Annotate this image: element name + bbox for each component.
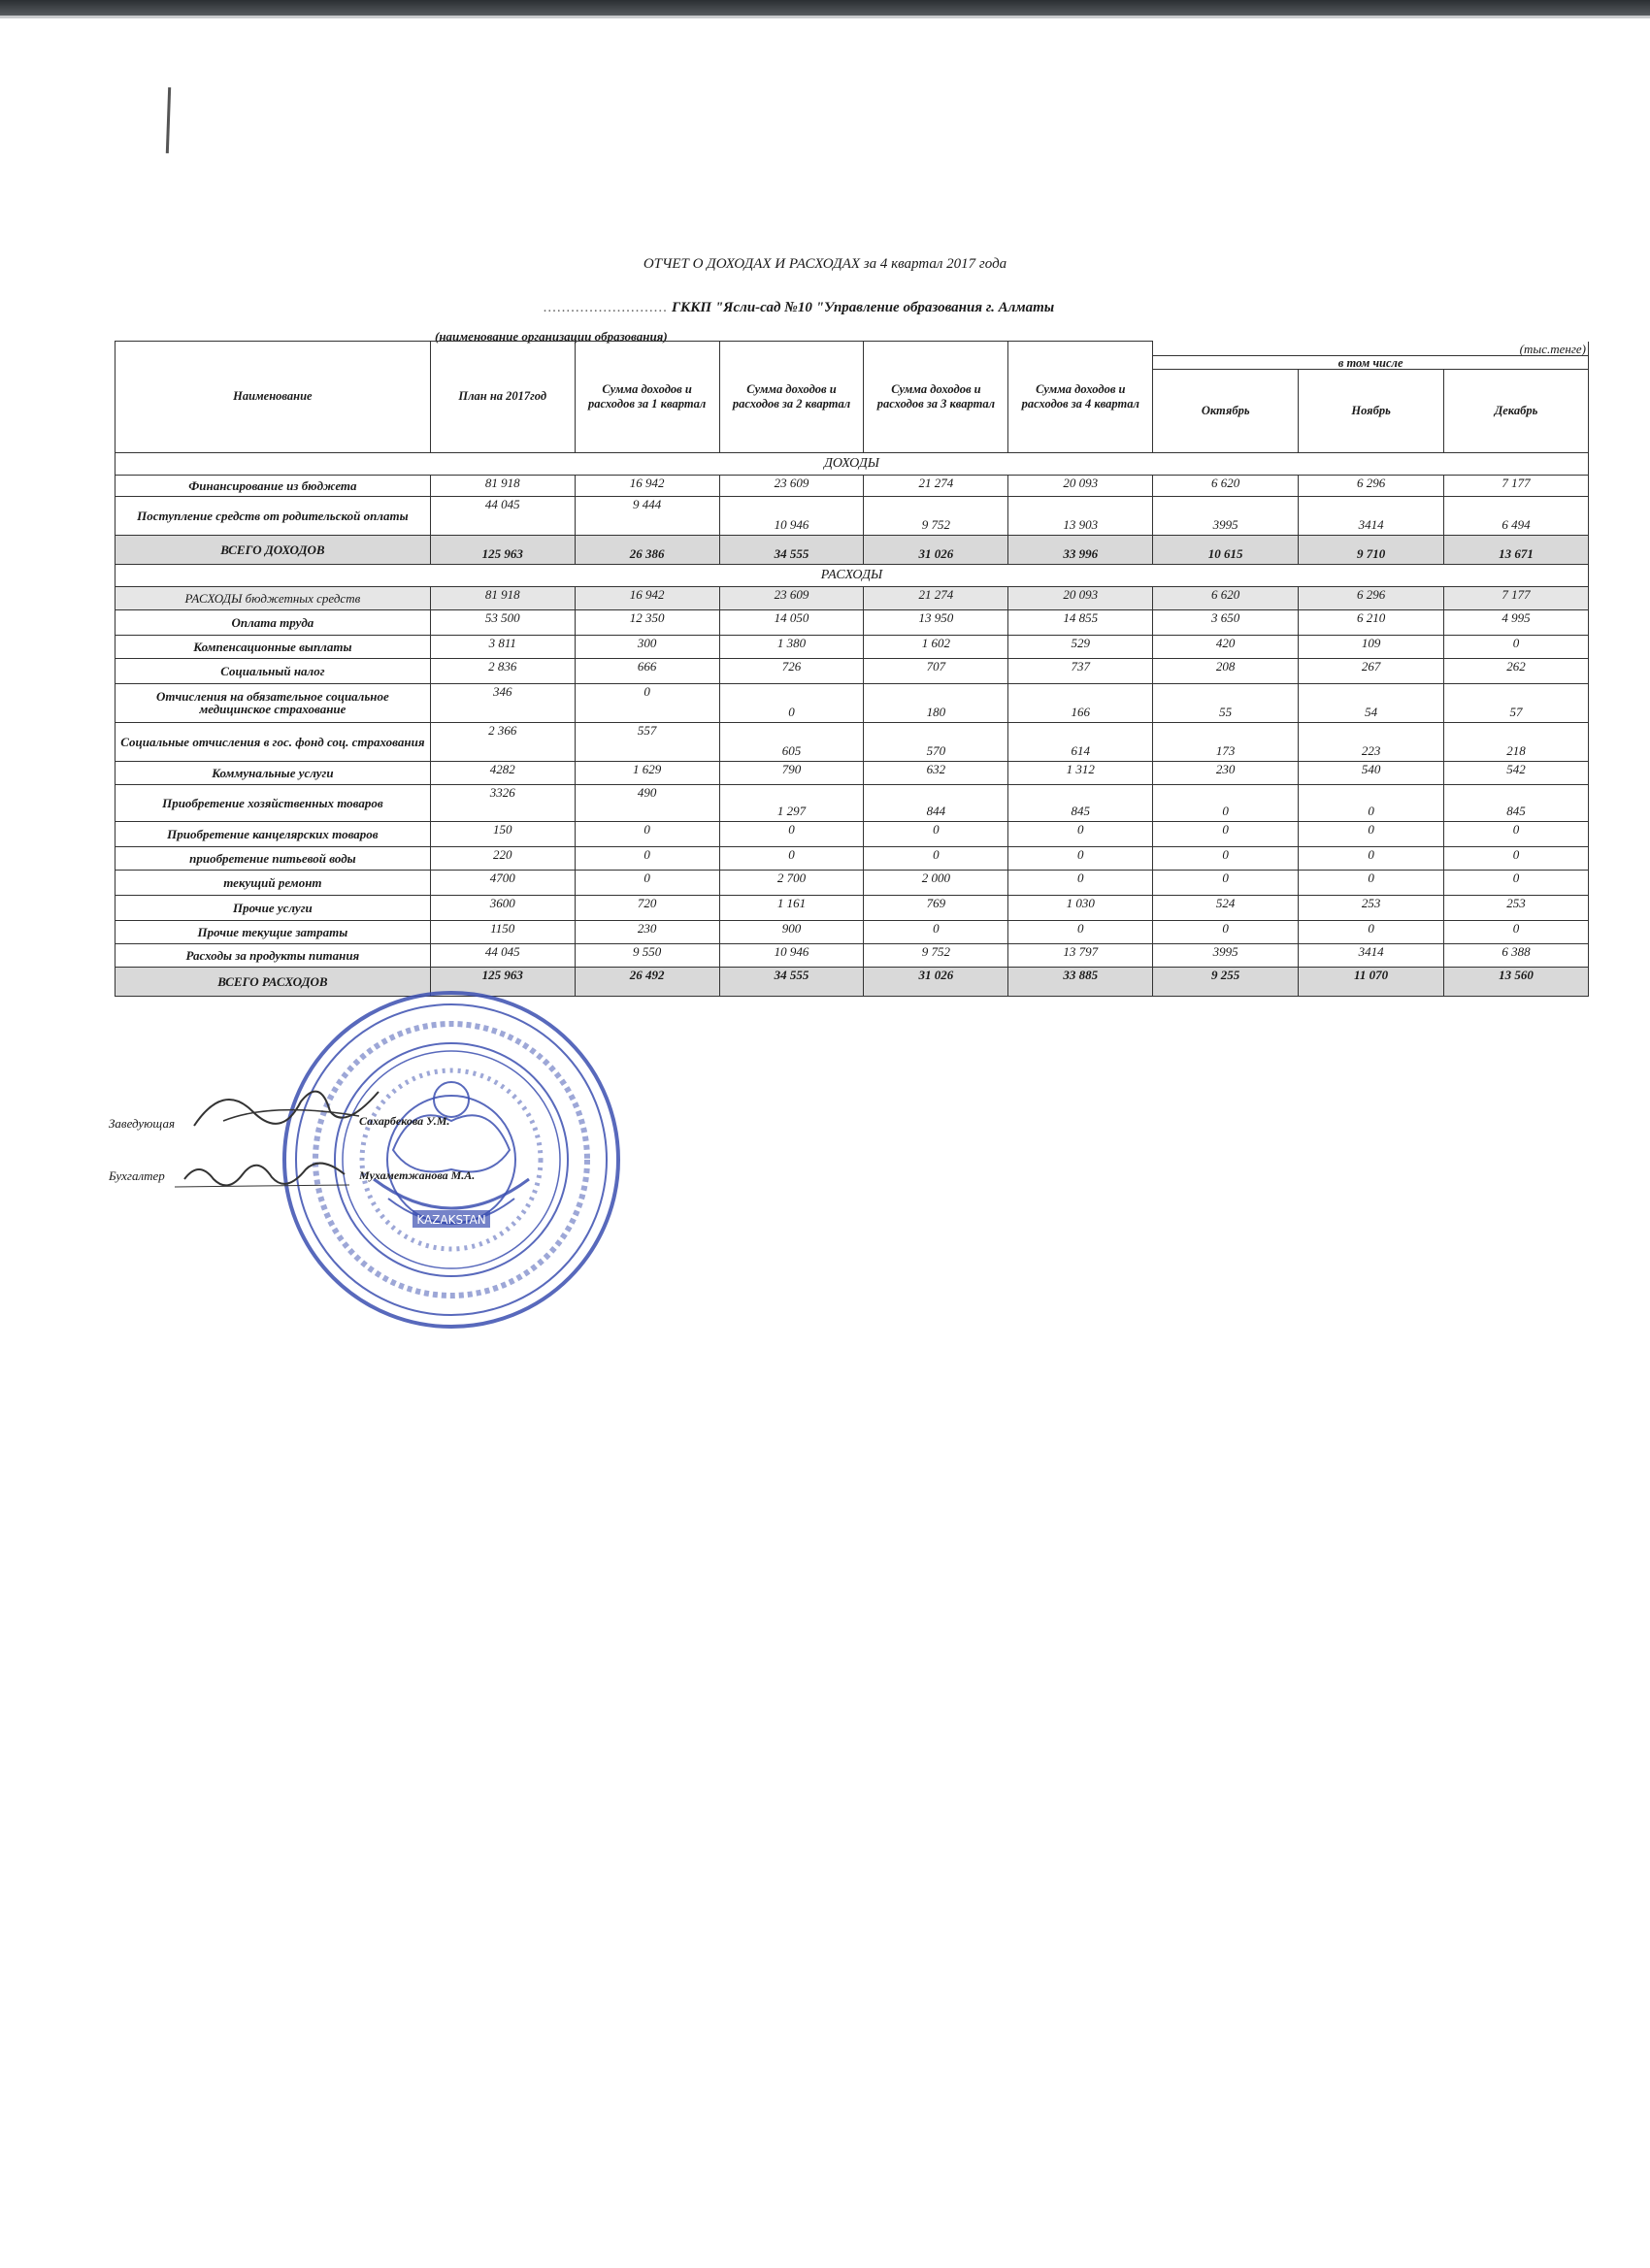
cell-value: 9 752: [864, 496, 1008, 535]
cell-value: 0: [1444, 821, 1589, 846]
cell-value: 1 161: [719, 895, 864, 920]
cell-value: 6 620: [1153, 586, 1299, 609]
cell-value: 26 386: [575, 535, 719, 564]
cell-value: 53 500: [430, 609, 575, 635]
cell-value: 55: [1153, 683, 1299, 722]
cell-value: 0: [1153, 784, 1299, 821]
cell-value: 540: [1299, 761, 1444, 784]
cell-value: 208: [1153, 658, 1299, 683]
row-label: Отчисления на обязательное социальное медицинское страхование: [116, 683, 431, 722]
cell-value: 262: [1444, 658, 1589, 683]
cell-value: 81 918: [430, 586, 575, 609]
cell-value: 267: [1299, 658, 1444, 683]
cell-value: 0: [1299, 784, 1444, 821]
accountant-signature-handwriting-icon: [175, 1150, 359, 1199]
header-name: Наименование: [116, 342, 431, 453]
cell-value: 23 609: [719, 475, 864, 496]
table-row: [116, 920, 1589, 943]
cell-value: 0: [1444, 870, 1589, 895]
cell-value: 0: [575, 846, 719, 870]
header-october: Октябрь: [1153, 369, 1299, 452]
row-label: Компенсационные выплаты: [116, 635, 431, 658]
cell-value: 557: [575, 722, 719, 761]
organization-line: [544, 300, 1054, 316]
cell-value: 13 950: [864, 609, 1008, 635]
head-signature-handwriting-icon: [184, 1072, 398, 1140]
units-label: (тыс.тенге): [1519, 341, 1586, 356]
cell-value: 2 700: [719, 870, 864, 895]
cell-value: 614: [1008, 722, 1153, 761]
cell-value: 0: [864, 821, 1008, 846]
table-row: [116, 609, 1589, 635]
cell-value: 0: [1153, 821, 1299, 846]
row-label: Коммунальные услуги: [116, 761, 431, 784]
cell-value: 3995: [1153, 943, 1299, 967]
scan-border-shadow: [0, 16, 1650, 18]
cell-value: 3414: [1299, 496, 1444, 535]
row-label: Социальный налог: [116, 658, 431, 683]
cell-value: 13 797: [1008, 943, 1153, 967]
report-table: [115, 341, 1589, 997]
cell-value: 490: [575, 784, 719, 821]
cell-value: 230: [1153, 761, 1299, 784]
row-label: Оплата труда: [116, 609, 431, 635]
row-label: РАСХОДЫ бюджетных средств: [116, 586, 431, 609]
section-income-title: ДОХОДЫ: [116, 452, 1589, 475]
cell-value: 0: [1008, 920, 1153, 943]
cell-value: 2 836: [430, 658, 575, 683]
cell-value: 6 210: [1299, 609, 1444, 635]
cell-value: 44 045: [430, 496, 575, 535]
cell-value: 1 297: [719, 784, 864, 821]
table-row: [116, 784, 1589, 821]
row-label: ВСЕГО ДОХОДОВ: [116, 535, 431, 564]
head-signature-label: Заведующая: [109, 1116, 176, 1131]
cell-value: 253: [1299, 895, 1444, 920]
cell-value: 220: [430, 846, 575, 870]
cell-value: 605: [719, 722, 864, 761]
row-label: Приобретение канцелярских товаров: [116, 821, 431, 846]
cell-value: 21 274: [864, 475, 1008, 496]
head-signature-name: Сахарбекова У.М.: [359, 1114, 450, 1128]
cell-value: 81 918: [430, 475, 575, 496]
cell-value: 845: [1008, 784, 1153, 821]
section-expense-title: РАСХОДЫ: [116, 564, 1589, 586]
cell-value: 21 274: [864, 586, 1008, 609]
header-q4: Сумма доходов и расходов за 4 квартал: [1008, 342, 1153, 453]
row-label: Расходы за продукты питания: [116, 943, 431, 967]
cell-value: 31 026: [864, 967, 1008, 996]
fill-dots: ...........................: [544, 300, 669, 315]
cell-value: 23 609: [719, 586, 864, 609]
cell-value: 707: [864, 658, 1008, 683]
row-label: Социальные отчисления в гос. фонд соц. страхования: [116, 722, 431, 761]
cell-value: 57: [1444, 683, 1589, 722]
cell-value: 0: [575, 683, 719, 722]
table-row: [116, 943, 1589, 967]
cell-value: 9 752: [864, 943, 1008, 967]
cell-value: 900: [719, 920, 864, 943]
cell-value: 20 093: [1008, 475, 1153, 496]
cell-value: 166: [1008, 683, 1153, 722]
cell-value: 3600: [430, 895, 575, 920]
header-december: Декабрь: [1444, 369, 1589, 452]
cell-value: 0: [1444, 920, 1589, 943]
cell-value: 1150: [430, 920, 575, 943]
cell-value: 44 045: [430, 943, 575, 967]
cell-value: 0: [1444, 846, 1589, 870]
cell-value: 10 946: [719, 943, 864, 967]
table-row: [116, 821, 1589, 846]
cell-value: 16 942: [575, 475, 719, 496]
header-q1: Сумма доходов и расходов за 1 квартал: [575, 342, 719, 453]
cell-value: 0: [719, 846, 864, 870]
table-row: [116, 895, 1589, 920]
cell-value: 33 996: [1008, 535, 1153, 564]
table-row: [116, 586, 1589, 609]
table-row: [116, 535, 1589, 564]
cell-value: 9 710: [1299, 535, 1444, 564]
organization-name: ГККП "Ясли-сад №10 "Управление образования г. Алматы: [672, 300, 1055, 315]
cell-value: 4 995: [1444, 609, 1589, 635]
cell-value: 125 963: [430, 535, 575, 564]
row-label: Прочие текущие затраты: [116, 920, 431, 943]
row-label: Приобретение хозяйственных товаров: [116, 784, 431, 821]
cell-value: 3326: [430, 784, 575, 821]
cell-value: 230: [575, 920, 719, 943]
header-q3: Сумма доходов и расходов за 3 квартал: [864, 342, 1008, 453]
cell-value: 0: [1444, 635, 1589, 658]
cell-value: 0: [719, 821, 864, 846]
cell-value: 0: [1299, 920, 1444, 943]
cell-value: 0: [1153, 870, 1299, 895]
table-row: [116, 658, 1589, 683]
cell-value: 1 312: [1008, 761, 1153, 784]
table-row: [116, 683, 1589, 722]
cell-value: 173: [1153, 722, 1299, 761]
cell-value: 9 550: [575, 943, 719, 967]
cell-value: 737: [1008, 658, 1153, 683]
cell-value: 0: [1299, 846, 1444, 870]
stamp-word: KAZAKSTAN: [416, 1213, 486, 1227]
organization-note: (наименование организации образования): [435, 329, 668, 344]
margin-mark: [166, 87, 171, 153]
cell-value: 13 560: [1444, 967, 1589, 996]
cell-value: 6 388: [1444, 943, 1589, 967]
cell-value: 54: [1299, 683, 1444, 722]
table-row: [116, 635, 1589, 658]
cell-value: 1 380: [719, 635, 864, 658]
cell-value: 7 177: [1444, 475, 1589, 496]
cell-value: 13 671: [1444, 535, 1589, 564]
row-label: Финансирование из бюджета: [116, 475, 431, 496]
cell-value: 845: [1444, 784, 1589, 821]
cell-value: 4700: [430, 870, 575, 895]
cell-value: 3 811: [430, 635, 575, 658]
cell-value: 34 555: [719, 535, 864, 564]
cell-value: 150: [430, 821, 575, 846]
cell-value: 14 855: [1008, 609, 1153, 635]
cell-value: 632: [864, 761, 1008, 784]
cell-value: 26 492: [575, 967, 719, 996]
table-row: [116, 496, 1589, 535]
cell-value: 33 885: [1008, 967, 1153, 996]
table-row: [116, 722, 1589, 761]
cell-value: 3 650: [1153, 609, 1299, 635]
cell-value: 529: [1008, 635, 1153, 658]
cell-value: 0: [1153, 846, 1299, 870]
cell-value: 6 494: [1444, 496, 1589, 535]
cell-value: 0: [864, 846, 1008, 870]
cell-value: 109: [1299, 635, 1444, 658]
cell-value: 9 444: [575, 496, 719, 535]
row-label: текущий ремонт: [116, 870, 431, 895]
cell-value: 0: [1008, 821, 1153, 846]
cell-value: 31 026: [864, 535, 1008, 564]
cell-value: 1 629: [575, 761, 719, 784]
cell-value: 0: [864, 920, 1008, 943]
table-row: [116, 475, 1589, 496]
cell-value: 346: [430, 683, 575, 722]
header-november: Ноябрь: [1299, 369, 1444, 452]
cell-value: 20 093: [1008, 586, 1153, 609]
cell-value: 542: [1444, 761, 1589, 784]
cell-value: 420: [1153, 635, 1299, 658]
row-label: ВСЕГО РАСХОДОВ: [116, 967, 431, 996]
cell-value: 180: [864, 683, 1008, 722]
cell-value: 223: [1299, 722, 1444, 761]
cell-value: 524: [1153, 895, 1299, 920]
cell-value: 7 177: [1444, 586, 1589, 609]
cell-value: 0: [719, 683, 864, 722]
cell-value: 11 070: [1299, 967, 1444, 996]
cell-value: 14 050: [719, 609, 864, 635]
cell-value: 253: [1444, 895, 1589, 920]
cell-value: 3995: [1153, 496, 1299, 535]
cell-value: 16 942: [575, 586, 719, 609]
table-row: [116, 846, 1589, 870]
cell-value: 666: [575, 658, 719, 683]
cell-value: 790: [719, 761, 864, 784]
row-label: приобретение питьевой воды: [116, 846, 431, 870]
cell-value: 1 030: [1008, 895, 1153, 920]
cell-value: 12 350: [575, 609, 719, 635]
cell-value: 570: [864, 722, 1008, 761]
cell-value: 6 296: [1299, 475, 1444, 496]
cell-value: 769: [864, 895, 1008, 920]
cell-value: 3414: [1299, 943, 1444, 967]
row-label: Поступление средств от родительской оплаты: [116, 496, 431, 535]
cell-value: 218: [1444, 722, 1589, 761]
cell-value: 125 963: [430, 967, 575, 996]
cell-value: 726: [719, 658, 864, 683]
cell-value: 720: [575, 895, 719, 920]
accountant-signature-label: Бухгалтер: [109, 1168, 165, 1183]
cell-value: 0: [1153, 920, 1299, 943]
cell-value: 10 615: [1153, 535, 1299, 564]
cell-value: 2 000: [864, 870, 1008, 895]
row-label: Прочие услуги: [116, 895, 431, 920]
table-row: [116, 870, 1589, 895]
cell-value: 6 620: [1153, 475, 1299, 496]
cell-value: 4282: [430, 761, 575, 784]
cell-value: 6 296: [1299, 586, 1444, 609]
cell-value: 844: [864, 784, 1008, 821]
cell-value: 34 555: [719, 967, 864, 996]
cell-value: 10 946: [719, 496, 864, 535]
report-body: [116, 452, 1589, 996]
report-title: ОТЧЕТ О ДОХОДАХ И РАСХОДАХ за 4 квартал 2017 года: [643, 256, 1007, 272]
cell-value: 0: [575, 870, 719, 895]
cell-value: 9 255: [1153, 967, 1299, 996]
table-row: [116, 761, 1589, 784]
header-including: в том числе: [1337, 355, 1403, 370]
header-plan: План на 2017год: [430, 342, 575, 453]
cell-value: 300: [575, 635, 719, 658]
cell-value: 0: [1299, 870, 1444, 895]
scan-border-top: [0, 0, 1650, 16]
header-group: [1153, 342, 1589, 370]
cell-value: 13 903: [1008, 496, 1153, 535]
cell-value: 0: [1008, 846, 1153, 870]
cell-value: 2 366: [430, 722, 575, 761]
cell-value: 0: [1299, 821, 1444, 846]
cell-value: 0: [1008, 870, 1153, 895]
header-q2: Сумма доходов и расходов за 2 квартал: [719, 342, 864, 453]
accountant-signature-name: Мухаметжанова М.А.: [359, 1168, 476, 1182]
cell-value: 0: [575, 821, 719, 846]
cell-value: 1 602: [864, 635, 1008, 658]
